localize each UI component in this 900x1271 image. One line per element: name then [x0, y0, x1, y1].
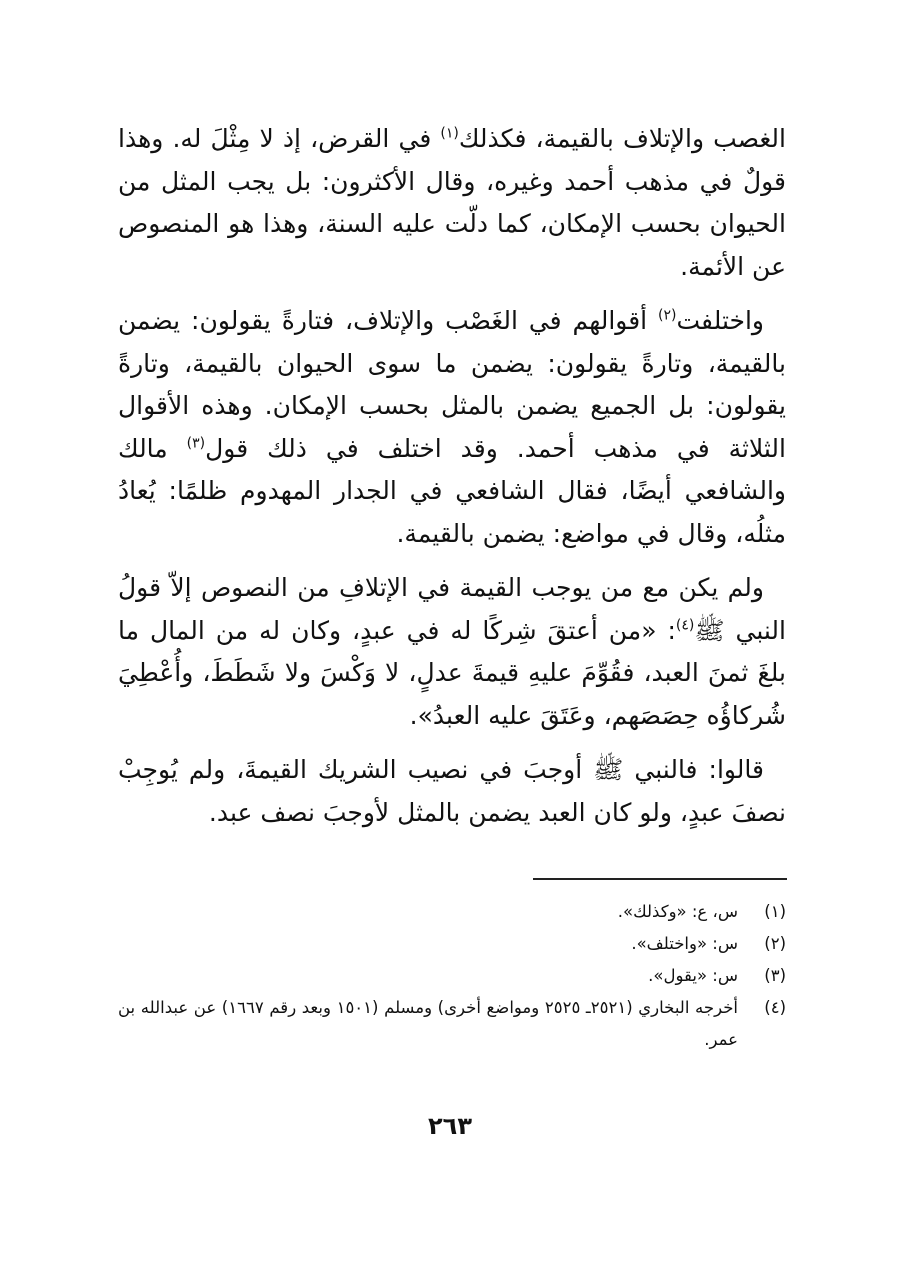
footnote-text: أخرجه البخاري (٢٥٢١ـ ٢٥٢٥ ومواضع أخرى) ومسلم (١٥٠١ وبعد رقم ١٦٦٧) عن عبدالله بن عمر.: [118, 998, 738, 1049]
paragraph-3: [118, 567, 786, 737]
paragraph-1-rest: في القرض، إذ لا مِثْلَ له. وهذا قولٌ في مذهب أحمد وغيره، وقال الأكثرون: بل يجب المثل من الحيوان بحسب الإمكان، كما دلّت عليه السنة، وهذا هو المنصوص عن الأئمة.: [118, 124, 786, 281]
paragraph-1-start: الغصب والإتلاف بالقيمة، فكذلك: [458, 124, 786, 153]
paragraph-4: قالوا: فالنبي ﷺ أوجبَ في نصيب الشريك القيمةَ، ولم يُوجِبْ نصفَ عبدٍ، ولو كان العبد يضمن بالمثل لأوجبَ نصف عبد.: [118, 755, 786, 827]
footnote-number: (١): [764, 902, 786, 921]
paragraph-2-start: واختلفت: [676, 306, 764, 335]
footnote-ref-2: (٢): [658, 307, 677, 324]
footnote-ref-3: (٣): [186, 435, 206, 452]
footnote-2: [118, 928, 786, 960]
footnote-ref-4: (٤): [675, 617, 695, 634]
footnote-text: س: «واختلف».: [631, 934, 738, 953]
footnote-number: (٢): [764, 934, 786, 953]
paragraph-1: [118, 118, 786, 288]
paragraph-2-rest: مالك والشافعي أيضًا، فقال الشافعي في الجدار المهدوم ظلمًا: يُعادُ مثلُه، وقال في مواضع: يضمن بالقيمة.: [118, 433, 786, 548]
paragraph-3-start: ولم يكن مع من يوجب القيمة في الإتلافِ من النصوص إلاّ قولُ النبي ﷺ: [118, 573, 786, 645]
footnote-4: [118, 992, 786, 1056]
footnote-3: [118, 960, 786, 992]
footnote-number: (٤): [764, 998, 786, 1017]
footnote-number: (٣): [764, 966, 786, 985]
paragraph-2-mid: أقوالهم في الغَصْب والإتلاف، فتارةً يقولون: يضمن بالقيمة، وتارةً يقولون: يضمن ما سوى الحيوان بالقيمة، وتارةً يقولون: بل الجميع يضمن بالمثل بحسب الإمكان. وهذه الأقوال الثلاثة في مذهب أحمد. وقد اختلف في ذلك قول: [118, 306, 786, 463]
footnote-text: س، ع: «وكذلك».: [617, 902, 738, 921]
footnote-text: س: «يقول».: [648, 966, 738, 985]
footnote-separator: [533, 878, 787, 880]
main-text: [118, 118, 786, 834]
page-number: ٢٦٣: [428, 1112, 472, 1140]
footnote-ref-1: (١): [440, 125, 459, 142]
footnotes: [118, 896, 786, 1056]
paragraph-3-rest: : «من أعتقَ شِركًا له في عبدٍ، وكان له من المال ما بلغَ ثمنَ العبد، فقُوِّمَ عليهِ قيمةَ عدلٍ، لا وَكْسَ ولا شَطَطَ، وأُعْطِيَ شُركاؤُه حِصَصَهم، وعَتَقَ عليه العبدُ».: [118, 615, 786, 730]
footnote-1: [118, 896, 786, 928]
paragraph-2: [118, 300, 786, 555]
